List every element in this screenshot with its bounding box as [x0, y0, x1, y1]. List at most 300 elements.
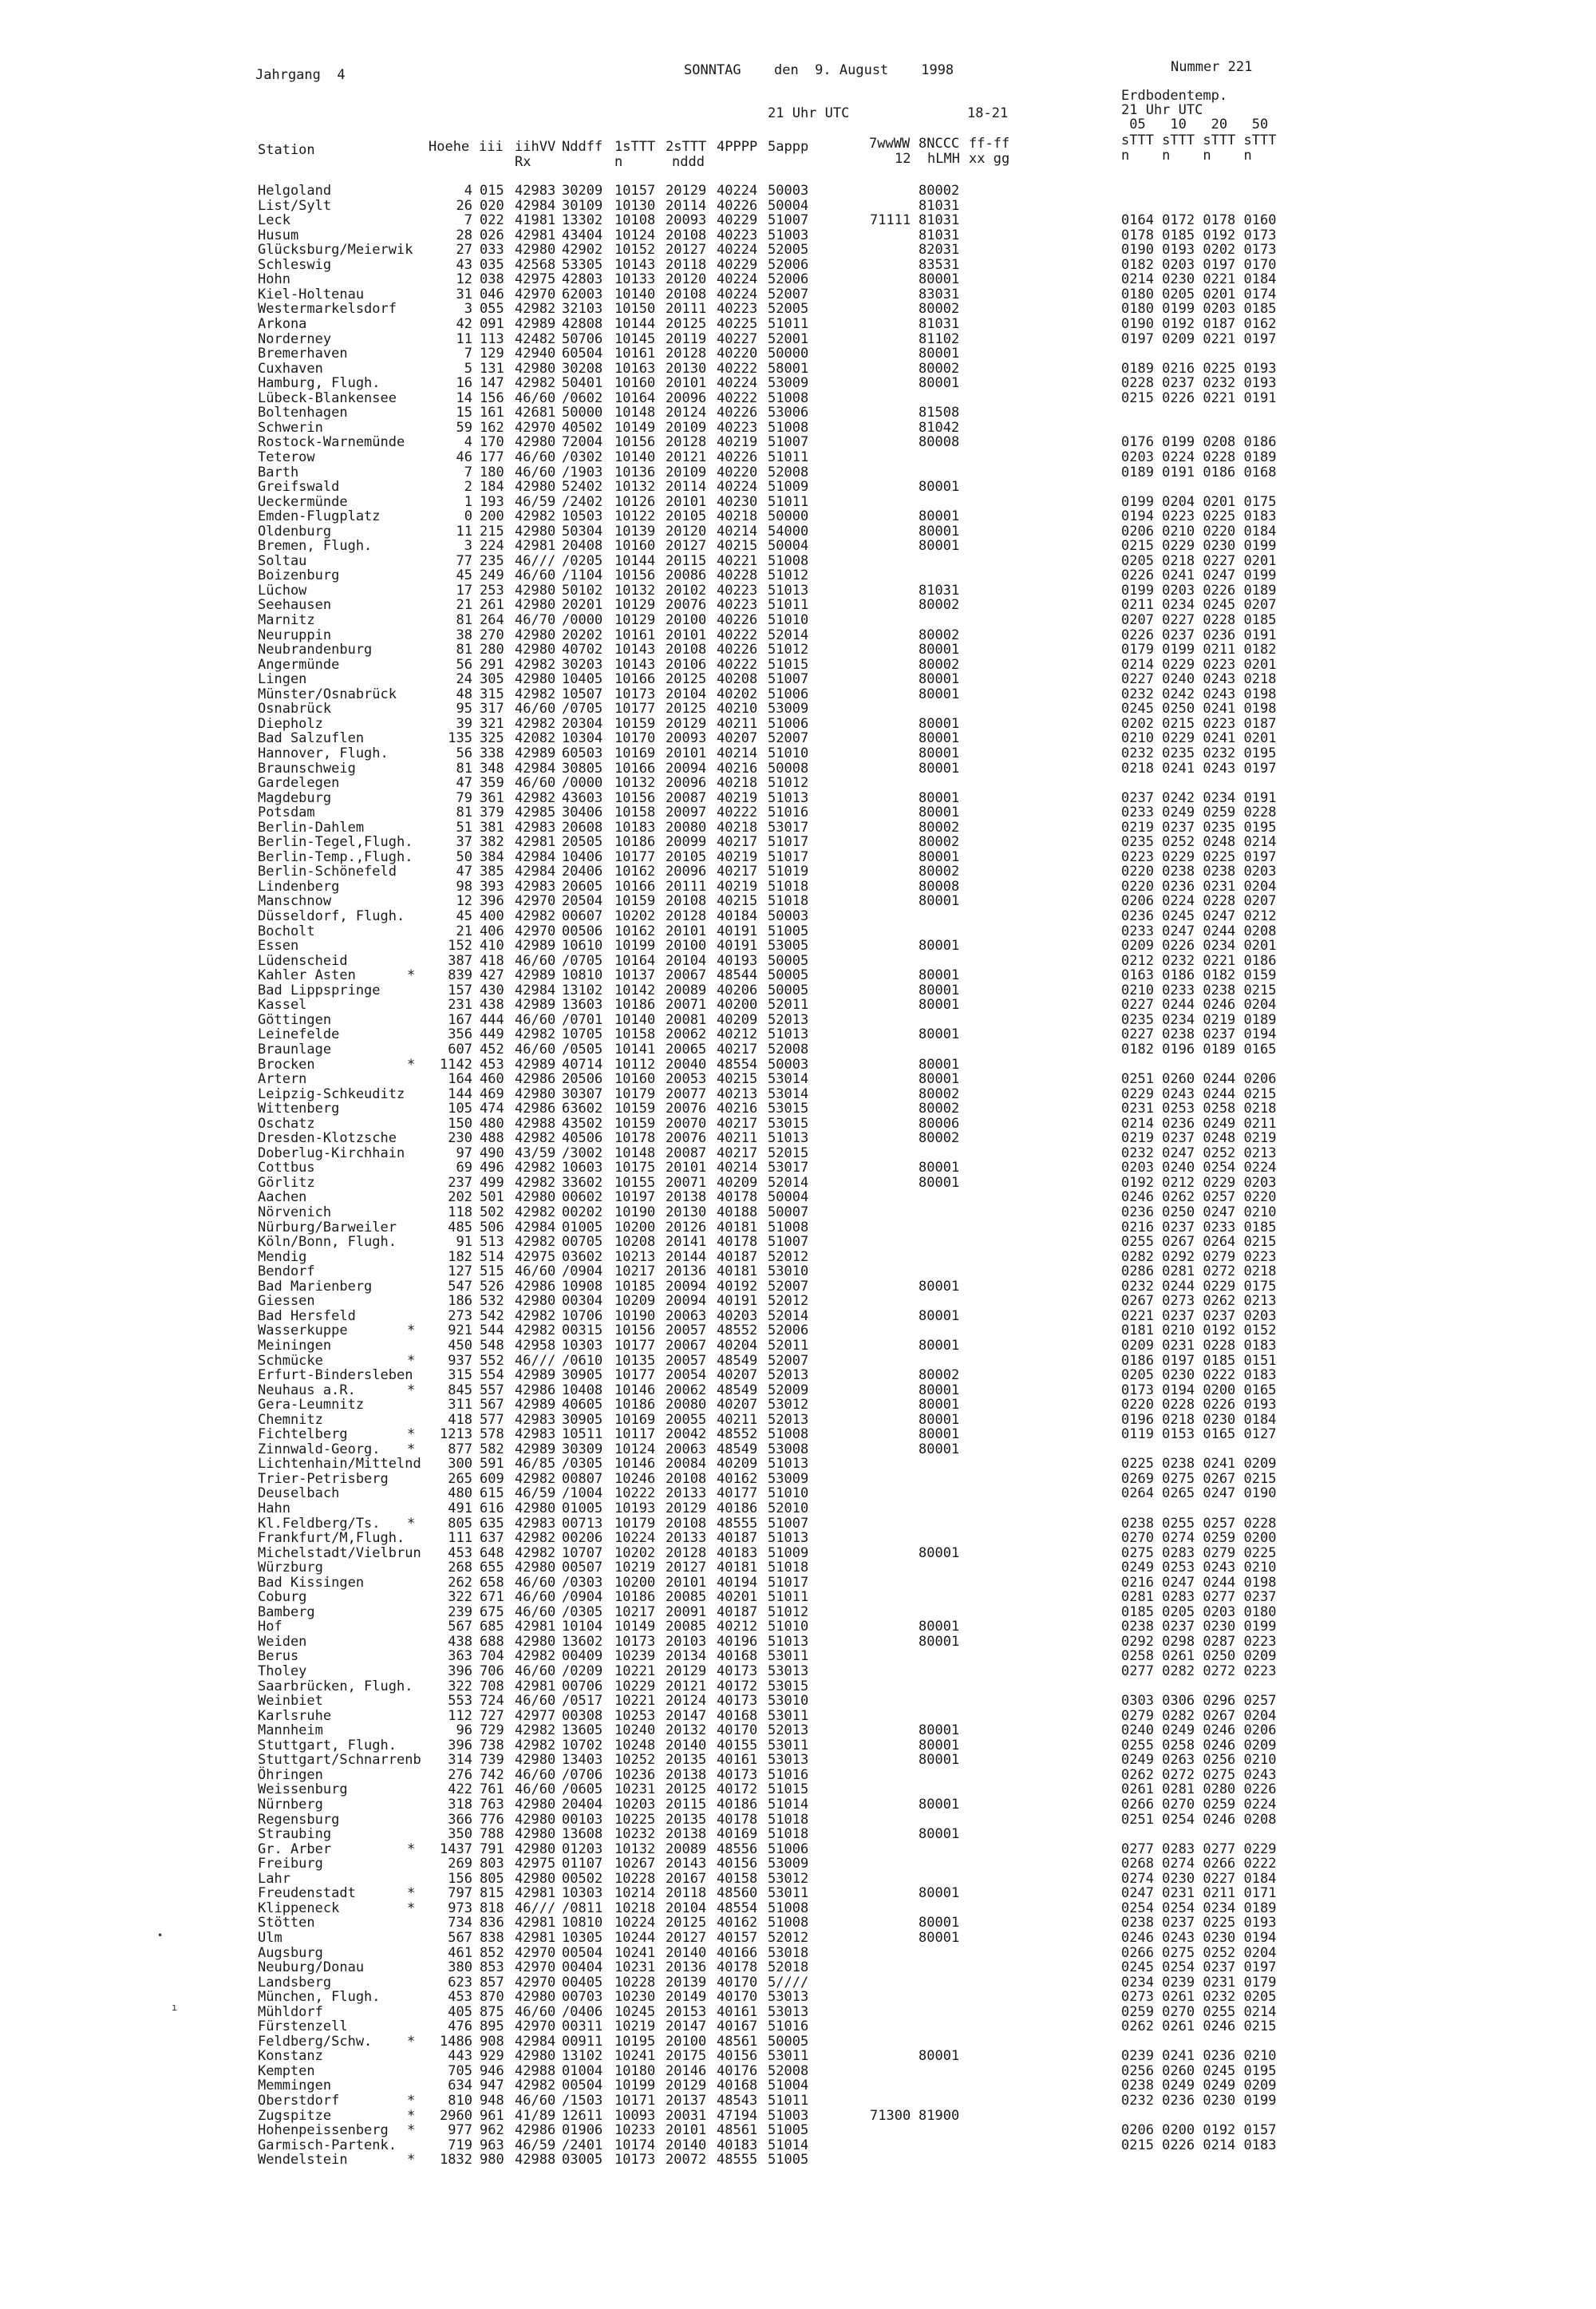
- 1sttt-value: 10162: [614, 923, 656, 939]
- soil-temperatures: 0209 0231 0228 0183: [1121, 1337, 1277, 1354]
- 4pppp-value: 40207: [717, 1397, 758, 1413]
- 8nccc-value: 80001: [918, 1722, 960, 1739]
- nddff-value: 00103: [562, 1811, 603, 1828]
- table-row: [0, 1368, 1596, 1383]
- 5appp-value: 51014: [768, 1796, 809, 1813]
- nddff-value: 10303: [562, 1885, 603, 1902]
- station-name: Hohenpeissenberg: [258, 2122, 389, 2139]
- nddff-value: 20506: [562, 1071, 603, 1087]
- 8nccc-value: 80008: [918, 434, 960, 451]
- 2sttt-value: 20128: [666, 346, 707, 362]
- iihvv-value: 42985: [515, 805, 556, 821]
- station-name: Schleswig: [258, 256, 332, 273]
- station-id: 515: [480, 1263, 504, 1280]
- station-name: Hof: [258, 1619, 282, 1635]
- 4pppp-value: 40181: [717, 1560, 758, 1576]
- nddff-value: 01005: [562, 1500, 603, 1516]
- nddff-value: /1004: [562, 1485, 603, 1502]
- iihvv-value: 42983: [515, 183, 556, 199]
- mountain-marker: *: [407, 1515, 416, 1532]
- 5appp-value: 53008: [768, 1441, 809, 1457]
- iihvv-value: 42982: [515, 1026, 556, 1043]
- station-height: 4: [464, 434, 472, 451]
- 1sttt-value: 10231: [614, 1959, 656, 1975]
- iihvv-value: 42984: [515, 197, 556, 214]
- col-7wwww-sub: 12: [895, 151, 911, 167]
- 2sttt-value: 20120: [666, 271, 707, 288]
- 8nccc-value: 80001: [918, 1337, 960, 1354]
- nddff-value: /0305: [562, 1456, 603, 1473]
- station-name: Arkona: [258, 316, 307, 332]
- table-row: [0, 628, 1596, 643]
- table-row: [0, 2138, 1596, 2153]
- station-name: Magdeburg: [258, 789, 332, 806]
- station-id: 452: [480, 1041, 504, 1058]
- 4pppp-value: 40183: [717, 1544, 758, 1561]
- 4pppp-value: 40224: [717, 271, 758, 288]
- nddff-value: 00703: [562, 1989, 603, 2006]
- 4pppp-value: 40225: [717, 316, 758, 332]
- 1sttt-value: 10193: [614, 1500, 656, 1516]
- station-height: 118: [448, 1204, 472, 1220]
- 2sttt-value: 20062: [666, 1026, 707, 1043]
- station-height: 443: [448, 2048, 472, 2065]
- iihvv-value: 42986: [515, 1071, 556, 1087]
- station-id: 929: [480, 2048, 504, 2065]
- 4pppp-value: 40166: [717, 1944, 758, 1961]
- station-name: Kl.Feldberg/Ts.: [258, 1515, 381, 1532]
- 8nccc-value: 80001: [918, 2048, 960, 2065]
- 1sttt-value: 10149: [614, 419, 656, 436]
- station-id: 453: [480, 1056, 504, 1073]
- station-id: 582: [480, 1441, 504, 1457]
- 1sttt-value: 10217: [614, 1603, 656, 1620]
- 5appp-value: 50003: [768, 183, 809, 199]
- nddff-value: 40714: [562, 1056, 603, 1073]
- iihvv-value: 42982: [515, 789, 556, 806]
- table-row: [0, 346, 1596, 362]
- 2sttt-value: 20125: [666, 671, 707, 688]
- station-height: 56: [456, 656, 472, 673]
- station-name: Zugspitze: [258, 2107, 332, 2124]
- 5appp-value: 53011: [768, 1737, 809, 1753]
- soil-temperatures: 0240 0249 0246 0206: [1121, 1722, 1277, 1739]
- station-name: Boizenburg: [258, 567, 340, 584]
- 5appp-value: 52008: [768, 1041, 809, 1058]
- station-height: 69: [456, 1160, 472, 1176]
- 8nccc-value: 80001: [918, 997, 960, 1014]
- table-row: [0, 2049, 1596, 2064]
- station-name: Berlin-Temp.,Flugh.: [258, 848, 413, 865]
- station-id: 280: [480, 642, 504, 658]
- soil-temperatures: 0214 0236 0249 0211: [1121, 1115, 1277, 1132]
- iihvv-value: 42989: [515, 1441, 556, 1457]
- 4pppp-value: 40170: [717, 1722, 758, 1739]
- station-height: 111: [448, 1530, 472, 1546]
- station-height: 547: [448, 1278, 472, 1295]
- 2sttt-value: 20129: [666, 715, 707, 732]
- station-height: 27: [456, 242, 472, 259]
- 1sttt-value: 10186: [614, 1397, 656, 1413]
- 1sttt-value: 10241: [614, 1944, 656, 1961]
- soil-temperatures: 0303 0306 0296 0257: [1121, 1693, 1277, 1710]
- station-name: München, Flugh.: [258, 1989, 381, 2006]
- station-name: Bocholt: [258, 923, 315, 939]
- 2sttt-value: 20089: [666, 1840, 707, 1857]
- table-row: [0, 1856, 1596, 1872]
- station-height: 276: [448, 1766, 472, 1783]
- nddff-value: 13102: [562, 2048, 603, 2065]
- 8nccc-value: 82031: [918, 242, 960, 259]
- 2sttt-value: 20062: [666, 1382, 707, 1398]
- 4pppp-value: 40223: [717, 227, 758, 243]
- station-name: Braunlage: [258, 1041, 332, 1058]
- 4pppp-value: 40181: [717, 1263, 758, 1280]
- 5appp-value: 50004: [768, 538, 809, 555]
- station-name: List/Sylt: [258, 197, 332, 214]
- table-row: [0, 1738, 1596, 1753]
- nddff-value: 20505: [562, 834, 603, 851]
- station-name: Landsberg: [258, 1974, 332, 1991]
- station-name: Memmingen: [258, 2078, 332, 2094]
- 2sttt-value: 20126: [666, 1219, 707, 1236]
- 1sttt-value: 10174: [614, 2137, 656, 2153]
- 2sttt-value: 20149: [666, 1989, 707, 2006]
- iihvv-value: 42982: [515, 1130, 556, 1147]
- iihvv-value: 42970: [515, 923, 556, 939]
- iihvv-value: 42980: [515, 434, 556, 451]
- nddff-value: 30109: [562, 197, 603, 214]
- soil-temperatures: 0245 0250 0241 0198: [1121, 701, 1277, 718]
- table-row: [0, 583, 1596, 599]
- 4pppp-value: 40202: [717, 686, 758, 702]
- station-id: 946: [480, 2062, 504, 2079]
- station-height: 81: [456, 805, 472, 821]
- 5appp-value: 52011: [768, 1337, 809, 1354]
- station-height: 31: [456, 286, 472, 302]
- 4pppp-value: 40219: [717, 878, 758, 895]
- table-row: [0, 1354, 1596, 1369]
- 5appp-value: 51006: [768, 715, 809, 732]
- station-name: Weiden: [258, 1633, 307, 1650]
- station-height: 396: [448, 1663, 472, 1679]
- iihvv-value: 42982: [515, 1174, 556, 1191]
- 1sttt-value: 10132: [614, 582, 656, 599]
- station-name: Ulm: [258, 1929, 282, 1946]
- station-id: 637: [480, 1530, 504, 1546]
- station-height: 98: [456, 878, 472, 895]
- 1sttt-value: 10158: [614, 1026, 656, 1043]
- iihvv-value: 42982: [515, 686, 556, 702]
- table-row: [0, 2094, 1596, 2109]
- 4pppp-value: 40162: [717, 1470, 758, 1487]
- station-id: 502: [480, 1204, 504, 1220]
- 4pppp-value: 40226: [717, 197, 758, 214]
- nddff-value: 10702: [562, 1737, 603, 1753]
- 4pppp-value: 40222: [717, 805, 758, 821]
- station-name: Bad Marienberg: [258, 1278, 373, 1295]
- 4pppp-value: 40218: [717, 775, 758, 791]
- iihvv-value: 42970: [515, 1959, 556, 1975]
- station-name: Wittenberg: [258, 1101, 340, 1117]
- soil-temperatures: 0205 0230 0222 0183: [1121, 1367, 1277, 1383]
- iihvv-value: 42983: [515, 1411, 556, 1428]
- soil-temperatures: 0232 0247 0252 0213: [1121, 1145, 1277, 1161]
- 1sttt-value: 10239: [614, 1648, 656, 1665]
- iihvv-value: 42980: [515, 671, 556, 688]
- 2sttt-value: 20108: [666, 642, 707, 658]
- nddff-value: 30406: [562, 805, 603, 821]
- table-row: [0, 1027, 1596, 1042]
- 2sttt-value: 20120: [666, 523, 707, 540]
- station-name: Westermarkelsdorf: [258, 301, 397, 318]
- 8nccc-value: 80001: [918, 1397, 960, 1413]
- 5appp-value: 51013: [768, 582, 809, 599]
- station-name: Zinnwald-Georg.: [258, 1441, 381, 1457]
- station-name: Berlin-Schönefeld: [258, 864, 397, 880]
- 4pppp-value: 40219: [717, 789, 758, 806]
- 4pppp-value: 40209: [717, 1174, 758, 1191]
- station-id: 147: [480, 375, 504, 392]
- 5appp-value: 51004: [768, 2078, 809, 2094]
- nddff-value: 00409: [562, 1648, 603, 1665]
- soil-temperatures: 0275 0283 0279 0225: [1121, 1544, 1277, 1561]
- soil-temperatures: 0255 0267 0264 0215: [1121, 1234, 1277, 1250]
- table-row: [0, 287, 1596, 302]
- station-name: Lahr: [258, 1870, 290, 1887]
- iihvv-value: 46/60: [515, 1781, 556, 1798]
- station-name: Stötten: [258, 1915, 315, 1931]
- iihvv-value: 42980: [515, 1560, 556, 1576]
- 5appp-value: 51014: [768, 2137, 809, 2153]
- table-row: [0, 317, 1596, 332]
- station-height: 805: [448, 1515, 472, 1532]
- 4pppp-value: 40215: [717, 893, 758, 910]
- 2sttt-value: 20080: [666, 1397, 707, 1413]
- nddff-value: 42803: [562, 271, 603, 288]
- table-row: [0, 1605, 1596, 1620]
- station-id: 776: [480, 1811, 504, 1828]
- iihvv-value: 42982: [515, 1722, 556, 1739]
- soil-temperatures: 0234 0239 0231 0179: [1121, 1974, 1277, 1991]
- 5appp-value: 53010: [768, 1693, 809, 1710]
- nddff-value: 00404: [562, 1959, 603, 1975]
- nddff-value: 13608: [562, 1826, 603, 1843]
- table-row: [0, 1560, 1596, 1576]
- iihvv-value: 42989: [515, 1056, 556, 1073]
- 8nccc-value: 80001: [918, 1752, 960, 1769]
- iihvv-value: 41981: [515, 212, 556, 229]
- station-height: 77: [456, 552, 472, 569]
- 4pppp-value: 40211: [717, 1411, 758, 1428]
- nddff-value: 30805: [562, 760, 603, 777]
- 4pppp-value: 40210: [717, 701, 758, 718]
- iihvv-value: 42980: [515, 1826, 556, 1843]
- iihvv-value: 42984: [515, 864, 556, 880]
- station-name: Nürburg/Barweiler: [258, 1219, 397, 1236]
- 1sttt-value: 10173: [614, 2152, 656, 2169]
- soil-temperatures: 0190 0192 0187 0162: [1121, 316, 1277, 332]
- nddff-value: /0811: [562, 1900, 603, 1916]
- station-height: 51: [456, 819, 472, 836]
- 8nccc-value: 80002: [918, 183, 960, 199]
- 4pppp-value: 40208: [717, 671, 758, 688]
- 5appp-value: 53011: [768, 1707, 809, 1724]
- 4pppp-value: 40168: [717, 1648, 758, 1665]
- station-id: 384: [480, 848, 504, 865]
- 1sttt-value: 10143: [614, 256, 656, 273]
- 1sttt-value: 10228: [614, 1870, 656, 1887]
- soil-temperatures: 0236 0245 0247 0212: [1121, 908, 1277, 924]
- 4pppp-value: 40222: [717, 656, 758, 673]
- 2sttt-value: 20094: [666, 1293, 707, 1310]
- 5appp-value: 53009: [768, 1470, 809, 1487]
- 1sttt-value: 10122: [614, 508, 656, 525]
- 1sttt-value: 10160: [614, 375, 656, 392]
- station-id: 170: [480, 434, 504, 451]
- station-height: 4: [464, 183, 472, 199]
- 4pppp-value: 40178: [717, 1959, 758, 1975]
- table-row: [0, 2034, 1596, 2050]
- station-height: 438: [448, 1633, 472, 1650]
- 8nccc-value: 81031: [918, 212, 960, 229]
- station-height: 230: [448, 1130, 472, 1147]
- 1sttt-value: 10166: [614, 671, 656, 688]
- station-height: 453: [448, 1544, 472, 1561]
- soil-temperatures: 0179 0199 0211 0182: [1121, 642, 1277, 658]
- station-height: 81: [456, 642, 472, 658]
- 5appp-value: 51006: [768, 1840, 809, 1857]
- mountain-marker: *: [407, 1382, 416, 1398]
- station-name: Oldenburg: [258, 523, 332, 540]
- 2sttt-value: 20125: [666, 316, 707, 332]
- 1sttt-value: 10157: [614, 183, 656, 199]
- soil-temperatures: 0214 0229 0223 0201: [1121, 656, 1277, 673]
- 1sttt-value: 10219: [614, 2018, 656, 2035]
- station-id: 480: [480, 1115, 504, 1132]
- station-height: 845: [448, 1382, 472, 1398]
- station-id: 162: [480, 419, 504, 436]
- nddff-value: /0705: [562, 701, 603, 718]
- table-row: [0, 465, 1596, 480]
- 2sttt-value: 20076: [666, 1130, 707, 1147]
- iihvv-value: 42982: [515, 1234, 556, 1250]
- 2sttt-value: 20080: [666, 819, 707, 836]
- station-name: Lindenberg: [258, 878, 340, 895]
- station-id: 215: [480, 523, 504, 540]
- table-row: [0, 480, 1596, 495]
- station-id: 038: [480, 271, 504, 288]
- 1sttt-value: 10200: [614, 1574, 656, 1591]
- 5appp-value: 52012: [768, 1293, 809, 1310]
- 4pppp-value: 48560: [717, 1885, 758, 1902]
- 4pppp-value: 40226: [717, 449, 758, 465]
- station-name: Neuruppin: [258, 627, 332, 643]
- 5appp-value: 51013: [768, 789, 809, 806]
- table-row: [0, 391, 1596, 406]
- 1sttt-value: 10150: [614, 301, 656, 318]
- soil-temperature-depths: 05 10 20 50: [1121, 117, 1269, 132]
- 2sttt-value: 20121: [666, 1678, 707, 1694]
- 5appp-value: 51010: [768, 1485, 809, 1502]
- table-row: [0, 1723, 1596, 1738]
- nddff-value: 10503: [562, 508, 603, 525]
- station-height: 363: [448, 1648, 472, 1665]
- 2sttt-value: 20040: [666, 1056, 707, 1073]
- station-id: 129: [480, 346, 504, 362]
- 8nccc-value: 80001: [918, 686, 960, 702]
- table-row: [0, 2109, 1596, 2124]
- station-height: 42: [456, 316, 472, 332]
- station-height: 46: [456, 449, 472, 465]
- 2sttt-value: 20100: [666, 2033, 707, 2050]
- soil-temperatures: 0286 0281 0272 0218: [1121, 1263, 1277, 1280]
- iihvv-value: 42988: [515, 2152, 556, 2169]
- station-id: 035: [480, 256, 504, 273]
- station-name: Regensburg: [258, 1811, 340, 1828]
- station-id: 803: [480, 1856, 504, 1872]
- station-height: 239: [448, 1603, 472, 1620]
- 2sttt-value: 20076: [666, 597, 707, 614]
- soil-temperatures: 0190 0193 0202 0173: [1121, 242, 1277, 259]
- table-row: [0, 909, 1596, 924]
- station-name: Leinefelde: [258, 1026, 340, 1043]
- 1sttt-value: 10213: [614, 1248, 656, 1265]
- station-name: Hahn: [258, 1500, 290, 1516]
- station-height: 2: [464, 479, 472, 495]
- iihvv-value: 46/60: [515, 1011, 556, 1028]
- iihvv-value: 42980: [515, 1840, 556, 1857]
- 2sttt-value: 20134: [666, 1648, 707, 1665]
- station-id: 788: [480, 1826, 504, 1843]
- 8nccc-value: 81102: [918, 330, 960, 347]
- table-row: [0, 1649, 1596, 1664]
- 8nccc-value: 80001: [918, 1619, 960, 1635]
- station-height: 921: [448, 1323, 472, 1339]
- table-row: [0, 1813, 1596, 1828]
- 4pppp-value: 40223: [717, 301, 758, 318]
- table-row: [0, 1960, 1596, 1975]
- nddff-value: 40702: [562, 642, 603, 658]
- station-height: 268: [448, 1560, 472, 1576]
- iihvv-value: 46/59: [515, 493, 556, 510]
- station-name: Bad Kissingen: [258, 1574, 365, 1591]
- 7wwww-value: 71111: [870, 212, 911, 229]
- iihvv-value: 42982: [515, 715, 556, 732]
- table-row: [0, 1190, 1596, 1205]
- station-id: 033: [480, 242, 504, 259]
- iihvv-value: 42981: [515, 1619, 556, 1635]
- soil-temperatures: 0209 0226 0234 0201: [1121, 938, 1277, 955]
- nddff-value: 20202: [562, 627, 603, 643]
- 5appp-value: 52005: [768, 242, 809, 259]
- soil-temperatures: 0206 0210 0220 0184: [1121, 523, 1277, 540]
- iihvv-value: 42970: [515, 1974, 556, 1991]
- station-id: 315: [480, 686, 504, 702]
- station-id: 838: [480, 1929, 504, 1946]
- station-height: 231: [448, 997, 472, 1014]
- 2sttt-value: 20102: [666, 582, 707, 599]
- 2sttt-value: 20097: [666, 805, 707, 821]
- 4pppp-value: 40178: [717, 1811, 758, 1828]
- 1sttt-value: 10186: [614, 1589, 656, 1606]
- station-id: 616: [480, 1500, 504, 1516]
- 4pppp-value: 40156: [717, 1856, 758, 1872]
- iihvv-value: 46/59: [515, 1485, 556, 1502]
- table-row: [0, 1975, 1596, 1991]
- 4pppp-value: 40224: [717, 479, 758, 495]
- station-height: 12: [456, 893, 472, 910]
